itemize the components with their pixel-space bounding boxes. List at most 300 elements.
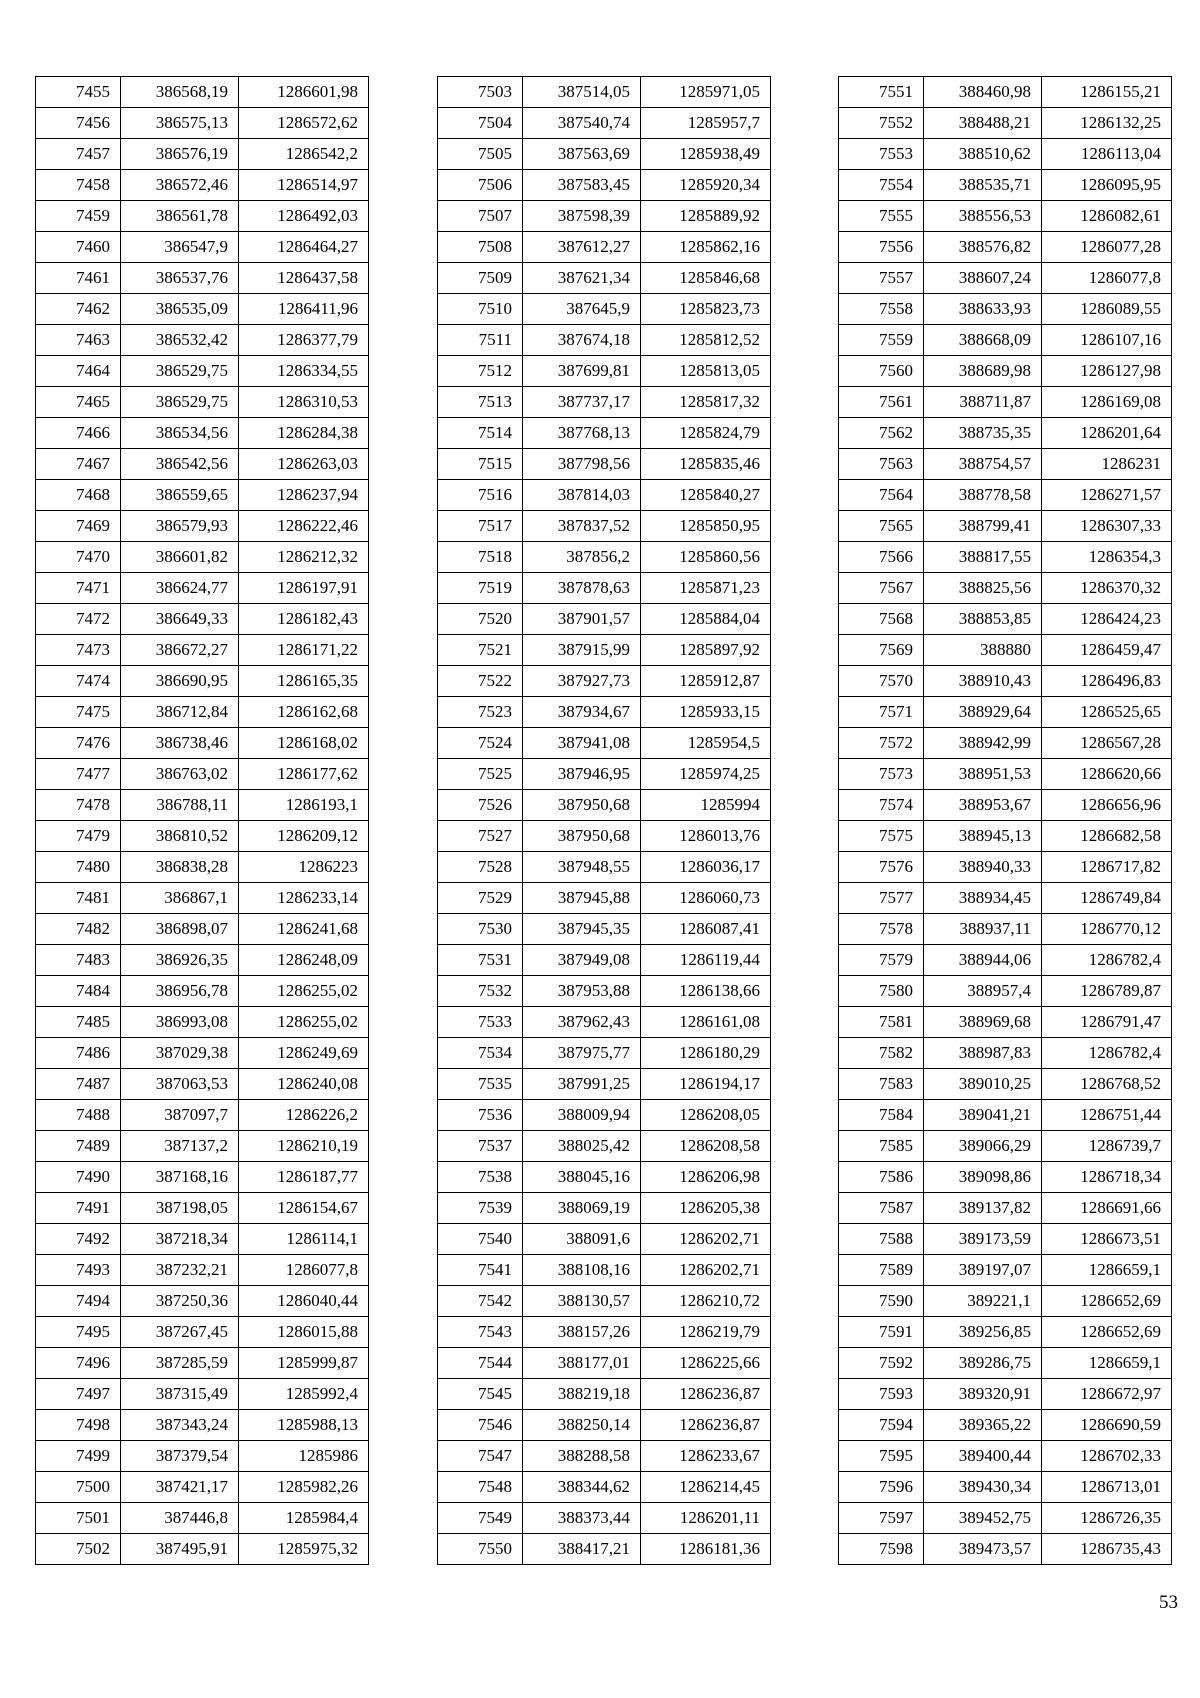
point-number-cell: 7510 — [438, 294, 523, 325]
table-row — [438, 976, 771, 1007]
x-coordinate-cell: 388778,58 — [924, 480, 1042, 511]
table-row — [438, 914, 771, 945]
x-coordinate-cell: 388130,57 — [523, 1286, 641, 1317]
y-coordinate-cell: 1286015,88 — [239, 1317, 369, 1348]
table-row — [839, 1534, 1172, 1565]
x-coordinate-cell: 388929,64 — [924, 697, 1042, 728]
x-coordinate-cell: 387934,67 — [523, 697, 641, 728]
point-number-cell: 7507 — [438, 201, 523, 232]
y-coordinate-cell: 1285813,05 — [641, 356, 771, 387]
x-coordinate-cell: 386568,19 — [121, 77, 239, 108]
table-row — [839, 976, 1172, 1007]
point-number-cell: 7519 — [438, 573, 523, 604]
point-number-cell: 7539 — [438, 1193, 523, 1224]
y-coordinate-cell: 1285860,56 — [641, 542, 771, 573]
table-row — [36, 201, 369, 232]
x-coordinate-cell: 388069,19 — [523, 1193, 641, 1224]
point-number-cell: 7589 — [839, 1255, 924, 1286]
table-row — [438, 1348, 771, 1379]
point-number-cell: 7550 — [438, 1534, 523, 1565]
x-coordinate-cell: 387953,88 — [523, 976, 641, 1007]
x-coordinate-cell: 387768,13 — [523, 418, 641, 449]
x-coordinate-cell: 387218,34 — [121, 1224, 239, 1255]
y-coordinate-cell: 1285812,52 — [641, 325, 771, 356]
point-number-cell: 7460 — [36, 232, 121, 263]
table-row — [438, 1503, 771, 1534]
table-row — [839, 635, 1172, 666]
point-number-cell: 7563 — [839, 449, 924, 480]
point-number-cell: 7540 — [438, 1224, 523, 1255]
x-coordinate-cell: 388091,6 — [523, 1224, 641, 1255]
y-coordinate-cell: 1286377,79 — [239, 325, 369, 356]
point-number-cell: 7596 — [839, 1472, 924, 1503]
point-number-cell: 7561 — [839, 387, 924, 418]
x-coordinate-cell: 386579,93 — [121, 511, 239, 542]
point-number-cell: 7516 — [438, 480, 523, 511]
x-coordinate-cell: 387267,45 — [121, 1317, 239, 1348]
table-row — [36, 852, 369, 883]
table-row — [36, 1348, 369, 1379]
table-row — [839, 201, 1172, 232]
y-coordinate-cell: 1286739,7 — [1042, 1131, 1172, 1162]
x-coordinate-cell: 388668,09 — [924, 325, 1042, 356]
y-coordinate-cell: 1285840,27 — [641, 480, 771, 511]
table-row — [839, 1286, 1172, 1317]
y-coordinate-cell: 1286169,08 — [1042, 387, 1172, 418]
point-number-cell: 7575 — [839, 821, 924, 852]
x-coordinate-cell: 386561,78 — [121, 201, 239, 232]
point-number-cell: 7505 — [438, 139, 523, 170]
y-coordinate-cell: 1285982,26 — [239, 1472, 369, 1503]
table-row — [839, 480, 1172, 511]
y-coordinate-cell: 1286236,87 — [641, 1410, 771, 1441]
point-number-cell: 7555 — [839, 201, 924, 232]
table-row — [438, 325, 771, 356]
x-coordinate-cell: 389066,29 — [924, 1131, 1042, 1162]
y-coordinate-cell: 1286659,1 — [1042, 1255, 1172, 1286]
y-coordinate-cell: 1286225,66 — [641, 1348, 771, 1379]
y-coordinate-cell: 1286702,33 — [1042, 1441, 1172, 1472]
table-row — [36, 170, 369, 201]
point-number-cell: 7584 — [839, 1100, 924, 1131]
point-number-cell: 7497 — [36, 1379, 121, 1410]
point-number-cell: 7587 — [839, 1193, 924, 1224]
y-coordinate-cell: 1286187,77 — [239, 1162, 369, 1193]
table-row — [438, 790, 771, 821]
x-coordinate-cell: 387814,03 — [523, 480, 641, 511]
page-number: 53 — [1159, 1592, 1178, 1613]
x-coordinate-cell: 387168,16 — [121, 1162, 239, 1193]
x-coordinate-cell: 389098,86 — [924, 1162, 1042, 1193]
y-coordinate-cell: 1286682,58 — [1042, 821, 1172, 852]
point-number-cell: 7471 — [36, 573, 121, 604]
point-number-cell: 7582 — [839, 1038, 924, 1069]
point-number-cell: 7508 — [438, 232, 523, 263]
y-coordinate-cell: 1286177,62 — [239, 759, 369, 790]
x-coordinate-cell: 388250,14 — [523, 1410, 641, 1441]
x-coordinate-cell: 387621,34 — [523, 263, 641, 294]
y-coordinate-cell: 1286726,35 — [1042, 1503, 1172, 1534]
y-coordinate-cell: 1285912,87 — [641, 666, 771, 697]
y-coordinate-cell: 1286210,19 — [239, 1131, 369, 1162]
y-coordinate-cell: 1286690,59 — [1042, 1410, 1172, 1441]
point-number-cell: 7469 — [36, 511, 121, 542]
x-coordinate-cell: 388799,41 — [924, 511, 1042, 542]
table-row — [438, 1007, 771, 1038]
y-coordinate-cell: 1286307,33 — [1042, 511, 1172, 542]
table-row — [438, 1472, 771, 1503]
x-coordinate-cell: 387878,63 — [523, 573, 641, 604]
point-number-cell: 7576 — [839, 852, 924, 883]
point-number-cell: 7548 — [438, 1472, 523, 1503]
table-row — [839, 1503, 1172, 1534]
point-number-cell: 7482 — [36, 914, 121, 945]
x-coordinate-cell: 387343,24 — [121, 1410, 239, 1441]
table-row — [438, 1069, 771, 1100]
x-coordinate-cell: 388009,94 — [523, 1100, 641, 1131]
x-coordinate-cell: 389197,07 — [924, 1255, 1042, 1286]
point-number-cell: 7545 — [438, 1379, 523, 1410]
x-coordinate-cell: 389010,25 — [924, 1069, 1042, 1100]
point-number-cell: 7483 — [36, 945, 121, 976]
y-coordinate-cell: 1285846,68 — [641, 263, 771, 294]
table-row — [438, 1193, 771, 1224]
table-row — [36, 480, 369, 511]
point-number-cell: 7541 — [438, 1255, 523, 1286]
y-coordinate-cell: 1285897,92 — [641, 635, 771, 666]
point-number-cell: 7506 — [438, 170, 523, 201]
table-row — [36, 232, 369, 263]
point-number-cell: 7455 — [36, 77, 121, 108]
y-coordinate-cell: 1285957,7 — [641, 108, 771, 139]
x-coordinate-cell: 387674,18 — [523, 325, 641, 356]
y-coordinate-cell: 1286208,05 — [641, 1100, 771, 1131]
y-coordinate-cell: 1286202,71 — [641, 1255, 771, 1286]
table-row — [438, 604, 771, 635]
x-coordinate-cell: 387563,69 — [523, 139, 641, 170]
table-row — [839, 139, 1172, 170]
y-coordinate-cell: 1285986 — [239, 1441, 369, 1472]
table-row — [36, 294, 369, 325]
point-number-cell: 7567 — [839, 573, 924, 604]
y-coordinate-cell: 1286542,2 — [239, 139, 369, 170]
y-coordinate-cell: 1286717,82 — [1042, 852, 1172, 883]
y-coordinate-cell: 1286768,52 — [1042, 1069, 1172, 1100]
table-row — [36, 1255, 369, 1286]
x-coordinate-cell: 387315,49 — [121, 1379, 239, 1410]
table-row — [438, 1286, 771, 1317]
y-coordinate-cell: 1286223 — [239, 852, 369, 883]
table-row — [438, 1162, 771, 1193]
table-row — [36, 77, 369, 108]
x-coordinate-cell: 388951,53 — [924, 759, 1042, 790]
table-row — [36, 1317, 369, 1348]
x-coordinate-cell: 386649,33 — [121, 604, 239, 635]
y-coordinate-cell: 1286193,1 — [239, 790, 369, 821]
table-row — [438, 1410, 771, 1441]
point-number-cell: 7492 — [36, 1224, 121, 1255]
x-coordinate-cell: 389173,59 — [924, 1224, 1042, 1255]
x-coordinate-cell: 386926,35 — [121, 945, 239, 976]
point-number-cell: 7529 — [438, 883, 523, 914]
y-coordinate-cell: 1286263,03 — [239, 449, 369, 480]
x-coordinate-cell: 387927,73 — [523, 666, 641, 697]
x-coordinate-cell: 389400,44 — [924, 1441, 1042, 1472]
x-coordinate-cell: 386529,75 — [121, 387, 239, 418]
point-number-cell: 7476 — [36, 728, 121, 759]
y-coordinate-cell: 1286652,69 — [1042, 1317, 1172, 1348]
y-coordinate-cell: 1285999,87 — [239, 1348, 369, 1379]
point-number-cell: 7583 — [839, 1069, 924, 1100]
table-row — [438, 635, 771, 666]
y-coordinate-cell: 1285933,15 — [641, 697, 771, 728]
table-row — [36, 1410, 369, 1441]
x-coordinate-cell: 386576,19 — [121, 139, 239, 170]
y-coordinate-cell: 1286249,69 — [239, 1038, 369, 1069]
point-number-cell: 7578 — [839, 914, 924, 945]
point-number-cell: 7590 — [839, 1286, 924, 1317]
table-row — [36, 1100, 369, 1131]
y-coordinate-cell: 1286210,72 — [641, 1286, 771, 1317]
y-coordinate-cell: 1285871,23 — [641, 573, 771, 604]
point-number-cell: 7466 — [36, 418, 121, 449]
point-number-cell: 7525 — [438, 759, 523, 790]
x-coordinate-cell: 387232,21 — [121, 1255, 239, 1286]
y-coordinate-cell: 1286411,96 — [239, 294, 369, 325]
point-number-cell: 7536 — [438, 1100, 523, 1131]
table-row — [839, 170, 1172, 201]
y-coordinate-cell: 1286525,65 — [1042, 697, 1172, 728]
point-number-cell: 7511 — [438, 325, 523, 356]
point-number-cell: 7570 — [839, 666, 924, 697]
x-coordinate-cell: 386763,02 — [121, 759, 239, 790]
table-row — [36, 914, 369, 945]
y-coordinate-cell: 1286354,3 — [1042, 542, 1172, 573]
x-coordinate-cell: 388417,21 — [523, 1534, 641, 1565]
table-row — [36, 945, 369, 976]
y-coordinate-cell: 1286672,97 — [1042, 1379, 1172, 1410]
point-number-cell: 7528 — [438, 852, 523, 883]
x-coordinate-cell: 387029,38 — [121, 1038, 239, 1069]
point-number-cell: 7493 — [36, 1255, 121, 1286]
point-number-cell: 7515 — [438, 449, 523, 480]
table-row — [36, 976, 369, 1007]
point-number-cell: 7513 — [438, 387, 523, 418]
table-row — [36, 1534, 369, 1565]
x-coordinate-cell: 388937,11 — [924, 914, 1042, 945]
table-row — [36, 821, 369, 852]
point-number-cell: 7527 — [438, 821, 523, 852]
x-coordinate-cell: 387446,8 — [121, 1503, 239, 1534]
table-row — [839, 1348, 1172, 1379]
x-coordinate-cell: 388373,44 — [523, 1503, 641, 1534]
x-coordinate-cell: 386535,09 — [121, 294, 239, 325]
y-coordinate-cell: 1286370,32 — [1042, 573, 1172, 604]
x-coordinate-cell: 387598,39 — [523, 201, 641, 232]
table-row — [36, 759, 369, 790]
table-row — [839, 325, 1172, 356]
y-coordinate-cell: 1286119,44 — [641, 945, 771, 976]
x-coordinate-cell: 386572,46 — [121, 170, 239, 201]
point-number-cell: 7597 — [839, 1503, 924, 1534]
y-coordinate-cell: 1286206,98 — [641, 1162, 771, 1193]
x-coordinate-cell: 389365,22 — [924, 1410, 1042, 1441]
x-coordinate-cell: 386956,78 — [121, 976, 239, 1007]
point-number-cell: 7480 — [36, 852, 121, 883]
table-row — [839, 945, 1172, 976]
y-coordinate-cell: 1286226,2 — [239, 1100, 369, 1131]
point-number-cell: 7535 — [438, 1069, 523, 1100]
point-number-cell: 7499 — [36, 1441, 121, 1472]
point-number-cell: 7568 — [839, 604, 924, 635]
point-number-cell: 7484 — [36, 976, 121, 1007]
y-coordinate-cell: 1286284,38 — [239, 418, 369, 449]
table-row — [36, 883, 369, 914]
table-row — [438, 139, 771, 170]
x-coordinate-cell: 388045,16 — [523, 1162, 641, 1193]
point-number-cell: 7517 — [438, 511, 523, 542]
y-coordinate-cell: 1286208,58 — [641, 1131, 771, 1162]
y-coordinate-cell: 1286255,02 — [239, 976, 369, 1007]
table-row — [36, 604, 369, 635]
table-row — [438, 1100, 771, 1131]
x-coordinate-cell: 387514,05 — [523, 77, 641, 108]
point-number-cell: 7485 — [36, 1007, 121, 1038]
y-coordinate-cell: 1286749,84 — [1042, 883, 1172, 914]
point-number-cell: 7496 — [36, 1348, 121, 1379]
x-coordinate-cell: 388633,93 — [924, 294, 1042, 325]
table-row — [839, 1441, 1172, 1472]
table-row — [36, 635, 369, 666]
table-row — [438, 1441, 771, 1472]
y-coordinate-cell: 1286077,28 — [1042, 232, 1172, 263]
point-number-cell: 7478 — [36, 790, 121, 821]
point-number-cell: 7500 — [36, 1472, 121, 1503]
table-row — [438, 232, 771, 263]
point-number-cell: 7503 — [438, 77, 523, 108]
y-coordinate-cell: 1286601,98 — [239, 77, 369, 108]
y-coordinate-cell: 1286240,08 — [239, 1069, 369, 1100]
point-number-cell: 7594 — [839, 1410, 924, 1441]
point-number-cell: 7474 — [36, 666, 121, 697]
x-coordinate-cell: 387941,08 — [523, 728, 641, 759]
x-coordinate-cell: 389221,1 — [924, 1286, 1042, 1317]
x-coordinate-cell: 386898,07 — [121, 914, 239, 945]
point-number-cell: 7552 — [839, 108, 924, 139]
x-coordinate-cell: 388987,83 — [924, 1038, 1042, 1069]
point-number-cell: 7514 — [438, 418, 523, 449]
y-coordinate-cell: 1286182,43 — [239, 604, 369, 635]
y-coordinate-cell: 1286233,14 — [239, 883, 369, 914]
x-coordinate-cell: 387975,77 — [523, 1038, 641, 1069]
table-row — [839, 759, 1172, 790]
x-coordinate-cell: 387915,99 — [523, 635, 641, 666]
x-coordinate-cell: 388556,53 — [924, 201, 1042, 232]
point-number-cell: 7526 — [438, 790, 523, 821]
y-coordinate-cell: 1285889,92 — [641, 201, 771, 232]
y-coordinate-cell: 1286212,32 — [239, 542, 369, 573]
point-number-cell: 7556 — [839, 232, 924, 263]
y-coordinate-cell: 1286735,43 — [1042, 1534, 1172, 1565]
y-coordinate-cell: 1286197,91 — [239, 573, 369, 604]
x-coordinate-cell: 387421,17 — [121, 1472, 239, 1503]
y-coordinate-cell: 1286718,34 — [1042, 1162, 1172, 1193]
table-row — [438, 759, 771, 790]
table-row — [36, 1503, 369, 1534]
x-coordinate-cell: 387583,45 — [523, 170, 641, 201]
point-number-cell: 7553 — [839, 139, 924, 170]
x-coordinate-cell: 387137,2 — [121, 1131, 239, 1162]
table-row — [839, 77, 1172, 108]
y-coordinate-cell: 1286656,96 — [1042, 790, 1172, 821]
table-row — [36, 1162, 369, 1193]
table-row — [839, 821, 1172, 852]
point-number-cell: 7598 — [839, 1534, 924, 1565]
point-number-cell: 7477 — [36, 759, 121, 790]
y-coordinate-cell: 1285835,46 — [641, 449, 771, 480]
point-number-cell: 7542 — [438, 1286, 523, 1317]
point-number-cell: 7577 — [839, 883, 924, 914]
y-coordinate-cell: 1285862,16 — [641, 232, 771, 263]
table-row — [438, 697, 771, 728]
x-coordinate-cell: 388689,98 — [924, 356, 1042, 387]
point-number-cell: 7465 — [36, 387, 121, 418]
x-coordinate-cell: 387798,56 — [523, 449, 641, 480]
y-coordinate-cell: 1285938,49 — [641, 139, 771, 170]
table-row — [36, 573, 369, 604]
y-coordinate-cell: 1286194,17 — [641, 1069, 771, 1100]
table-row — [36, 1286, 369, 1317]
point-number-cell: 7593 — [839, 1379, 924, 1410]
table-row — [36, 449, 369, 480]
point-number-cell: 7566 — [839, 542, 924, 573]
table-row — [839, 790, 1172, 821]
point-number-cell: 7546 — [438, 1410, 523, 1441]
point-number-cell: 7580 — [839, 976, 924, 1007]
x-coordinate-cell: 388735,35 — [924, 418, 1042, 449]
point-number-cell: 7468 — [36, 480, 121, 511]
y-coordinate-cell: 1286770,12 — [1042, 914, 1172, 945]
x-coordinate-cell: 386601,82 — [121, 542, 239, 573]
x-coordinate-cell: 387198,05 — [121, 1193, 239, 1224]
table-row — [36, 542, 369, 573]
coordinates-table-3 — [838, 76, 1172, 1565]
table-row — [36, 418, 369, 449]
table-row — [839, 1162, 1172, 1193]
y-coordinate-cell: 1286060,73 — [641, 883, 771, 914]
point-number-cell: 7547 — [438, 1441, 523, 1472]
coordinates-table-2 — [437, 76, 771, 1565]
y-coordinate-cell: 1286492,03 — [239, 201, 369, 232]
point-number-cell: 7531 — [438, 945, 523, 976]
y-coordinate-cell: 1285992,4 — [239, 1379, 369, 1410]
y-coordinate-cell: 1286572,62 — [239, 108, 369, 139]
x-coordinate-cell: 389256,85 — [924, 1317, 1042, 1348]
y-coordinate-cell: 1286114,1 — [239, 1224, 369, 1255]
y-coordinate-cell: 1286424,23 — [1042, 604, 1172, 635]
y-coordinate-cell: 1286180,29 — [641, 1038, 771, 1069]
point-number-cell: 7557 — [839, 263, 924, 294]
y-coordinate-cell: 1286310,53 — [239, 387, 369, 418]
y-coordinate-cell: 1286113,04 — [1042, 139, 1172, 170]
x-coordinate-cell: 388510,62 — [924, 139, 1042, 170]
y-coordinate-cell: 1286161,08 — [641, 1007, 771, 1038]
x-coordinate-cell: 387991,25 — [523, 1069, 641, 1100]
x-coordinate-cell: 389430,34 — [924, 1472, 1042, 1503]
table-row — [438, 1038, 771, 1069]
x-coordinate-cell: 386867,1 — [121, 883, 239, 914]
point-number-cell: 7521 — [438, 635, 523, 666]
